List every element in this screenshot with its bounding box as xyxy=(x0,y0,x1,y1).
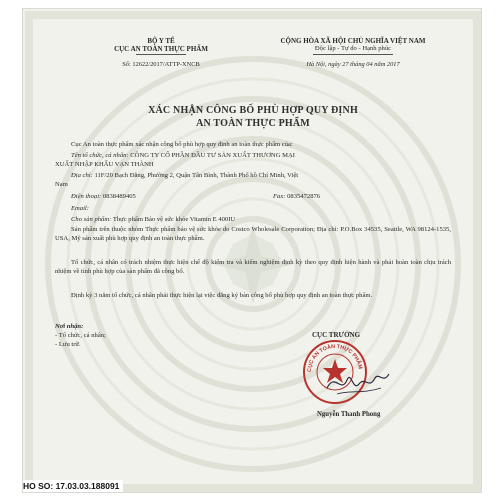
document-title-line2: AN TOÀN THỰC PHẨM xyxy=(196,118,310,129)
document-number: Số: 12622/2017/ATTP-XNCB xyxy=(122,61,200,68)
recipients-heading: Nơi nhận: xyxy=(55,323,84,330)
recipient-item: - Lưu trữ. xyxy=(55,341,81,348)
phone-row xyxy=(71,193,136,201)
email-label: Email: xyxy=(71,205,89,212)
phone-label: Điện thoại: xyxy=(71,193,102,200)
certificate-document xyxy=(22,8,482,493)
ministry-name: BỘ Y TẾ xyxy=(147,37,175,45)
product-row xyxy=(71,216,235,224)
bronze-drum-watermark xyxy=(23,9,482,493)
svg-text:CỤC AN TOÀN THỰC PHẨM: CỤC AN TOÀN THỰC PHẨM xyxy=(306,343,363,373)
org-label: Tên tổ chức, cá nhân: xyxy=(71,152,129,159)
recipient-item: - Tổ chức, cá nhân; xyxy=(55,332,106,339)
issuer-header xyxy=(101,37,221,69)
signer-title: CỤC TRƯỞNG xyxy=(312,331,361,339)
dossier-code: HO SO: 17.03.03.188091 xyxy=(23,480,123,492)
department-name: CỤC AN TOÀN THỰC PHẨM xyxy=(114,45,208,53)
handwritten-signature xyxy=(323,364,393,400)
product-name: Thực phẩm Bảo vệ sức khỏe Vitamin E 400IU xyxy=(112,216,236,223)
phone-value: 0838489405 xyxy=(102,193,136,200)
document-title-line1: XÁC NHẬN CÔNG BỐ PHÙ HỢP QUY ĐỊNH xyxy=(148,105,358,116)
address-line2: Nam xyxy=(55,181,68,188)
fax-row xyxy=(273,193,320,201)
fax-label: Fax: xyxy=(273,193,286,200)
address-row xyxy=(71,172,298,180)
address-label: Địa chỉ: xyxy=(71,172,93,179)
org-name-line1: CÔNG TY CỔ PHẦN ĐẦU TƯ SẢN XUẤT THƯƠNG MẠI xyxy=(130,152,295,159)
fax-value: 0835472876 xyxy=(287,193,321,200)
country-name: CỘNG HÒA XÃ HỘI CHỦ NGHĨA VIỆT NAM xyxy=(280,37,426,45)
issue-date: Hà Nội, ngày 27 tháng 04 năm 2017 xyxy=(306,61,400,68)
national-motto: Độc lập - Tự do - Hạnh phúc xyxy=(314,45,392,52)
paragraph-responsibility: Tổ chức, cá nhân có trách nhiệm thực hiện chế độ kiểm tra và kiểm nghiệm định kỳ theo quy định hiện hành và phải hoàn toàn chịu trách nhiệm về tính phù hợp của sản phẩm đã công bố. xyxy=(55,259,451,275)
address-line1: 11F/20 Bạch Đằng, Phường 2, Quận Tân Bình, Thành Phố hồ Chí Minh, Việt xyxy=(94,172,299,179)
org-row xyxy=(71,152,295,160)
product-label: Cho sản phẩm: xyxy=(71,216,112,223)
paragraph-renewal: Định kỳ 3 năm tổ chức, cá nhân phải thực hiện lại việc đăng ký bản công bố phù hợp quy định an toàn thực phẩm. xyxy=(71,292,373,299)
national-header xyxy=(243,37,463,69)
signer-name: Nguyễn Thanh Phong xyxy=(317,411,381,418)
intro-text: Cục An toàn thực phẩm xác nhận công bố phù hợp quy định an toàn thực phẩm của: xyxy=(71,141,293,148)
org-name-line2: XUẤT NHẬP KHẨU VẠN THÀNH xyxy=(55,161,154,168)
paragraph-manufacturer: Sản phẩm trên thuộc nhóm Thực phẩm bảo vệ sức khỏe do Costco Wholesale Corporation; Địa chỉ: P.O.Box 34535, Seattle, WA 98124-1535, USA, Mỹ sản xuất phù hợp quy định an toàn thực phẩm. xyxy=(55,226,451,242)
